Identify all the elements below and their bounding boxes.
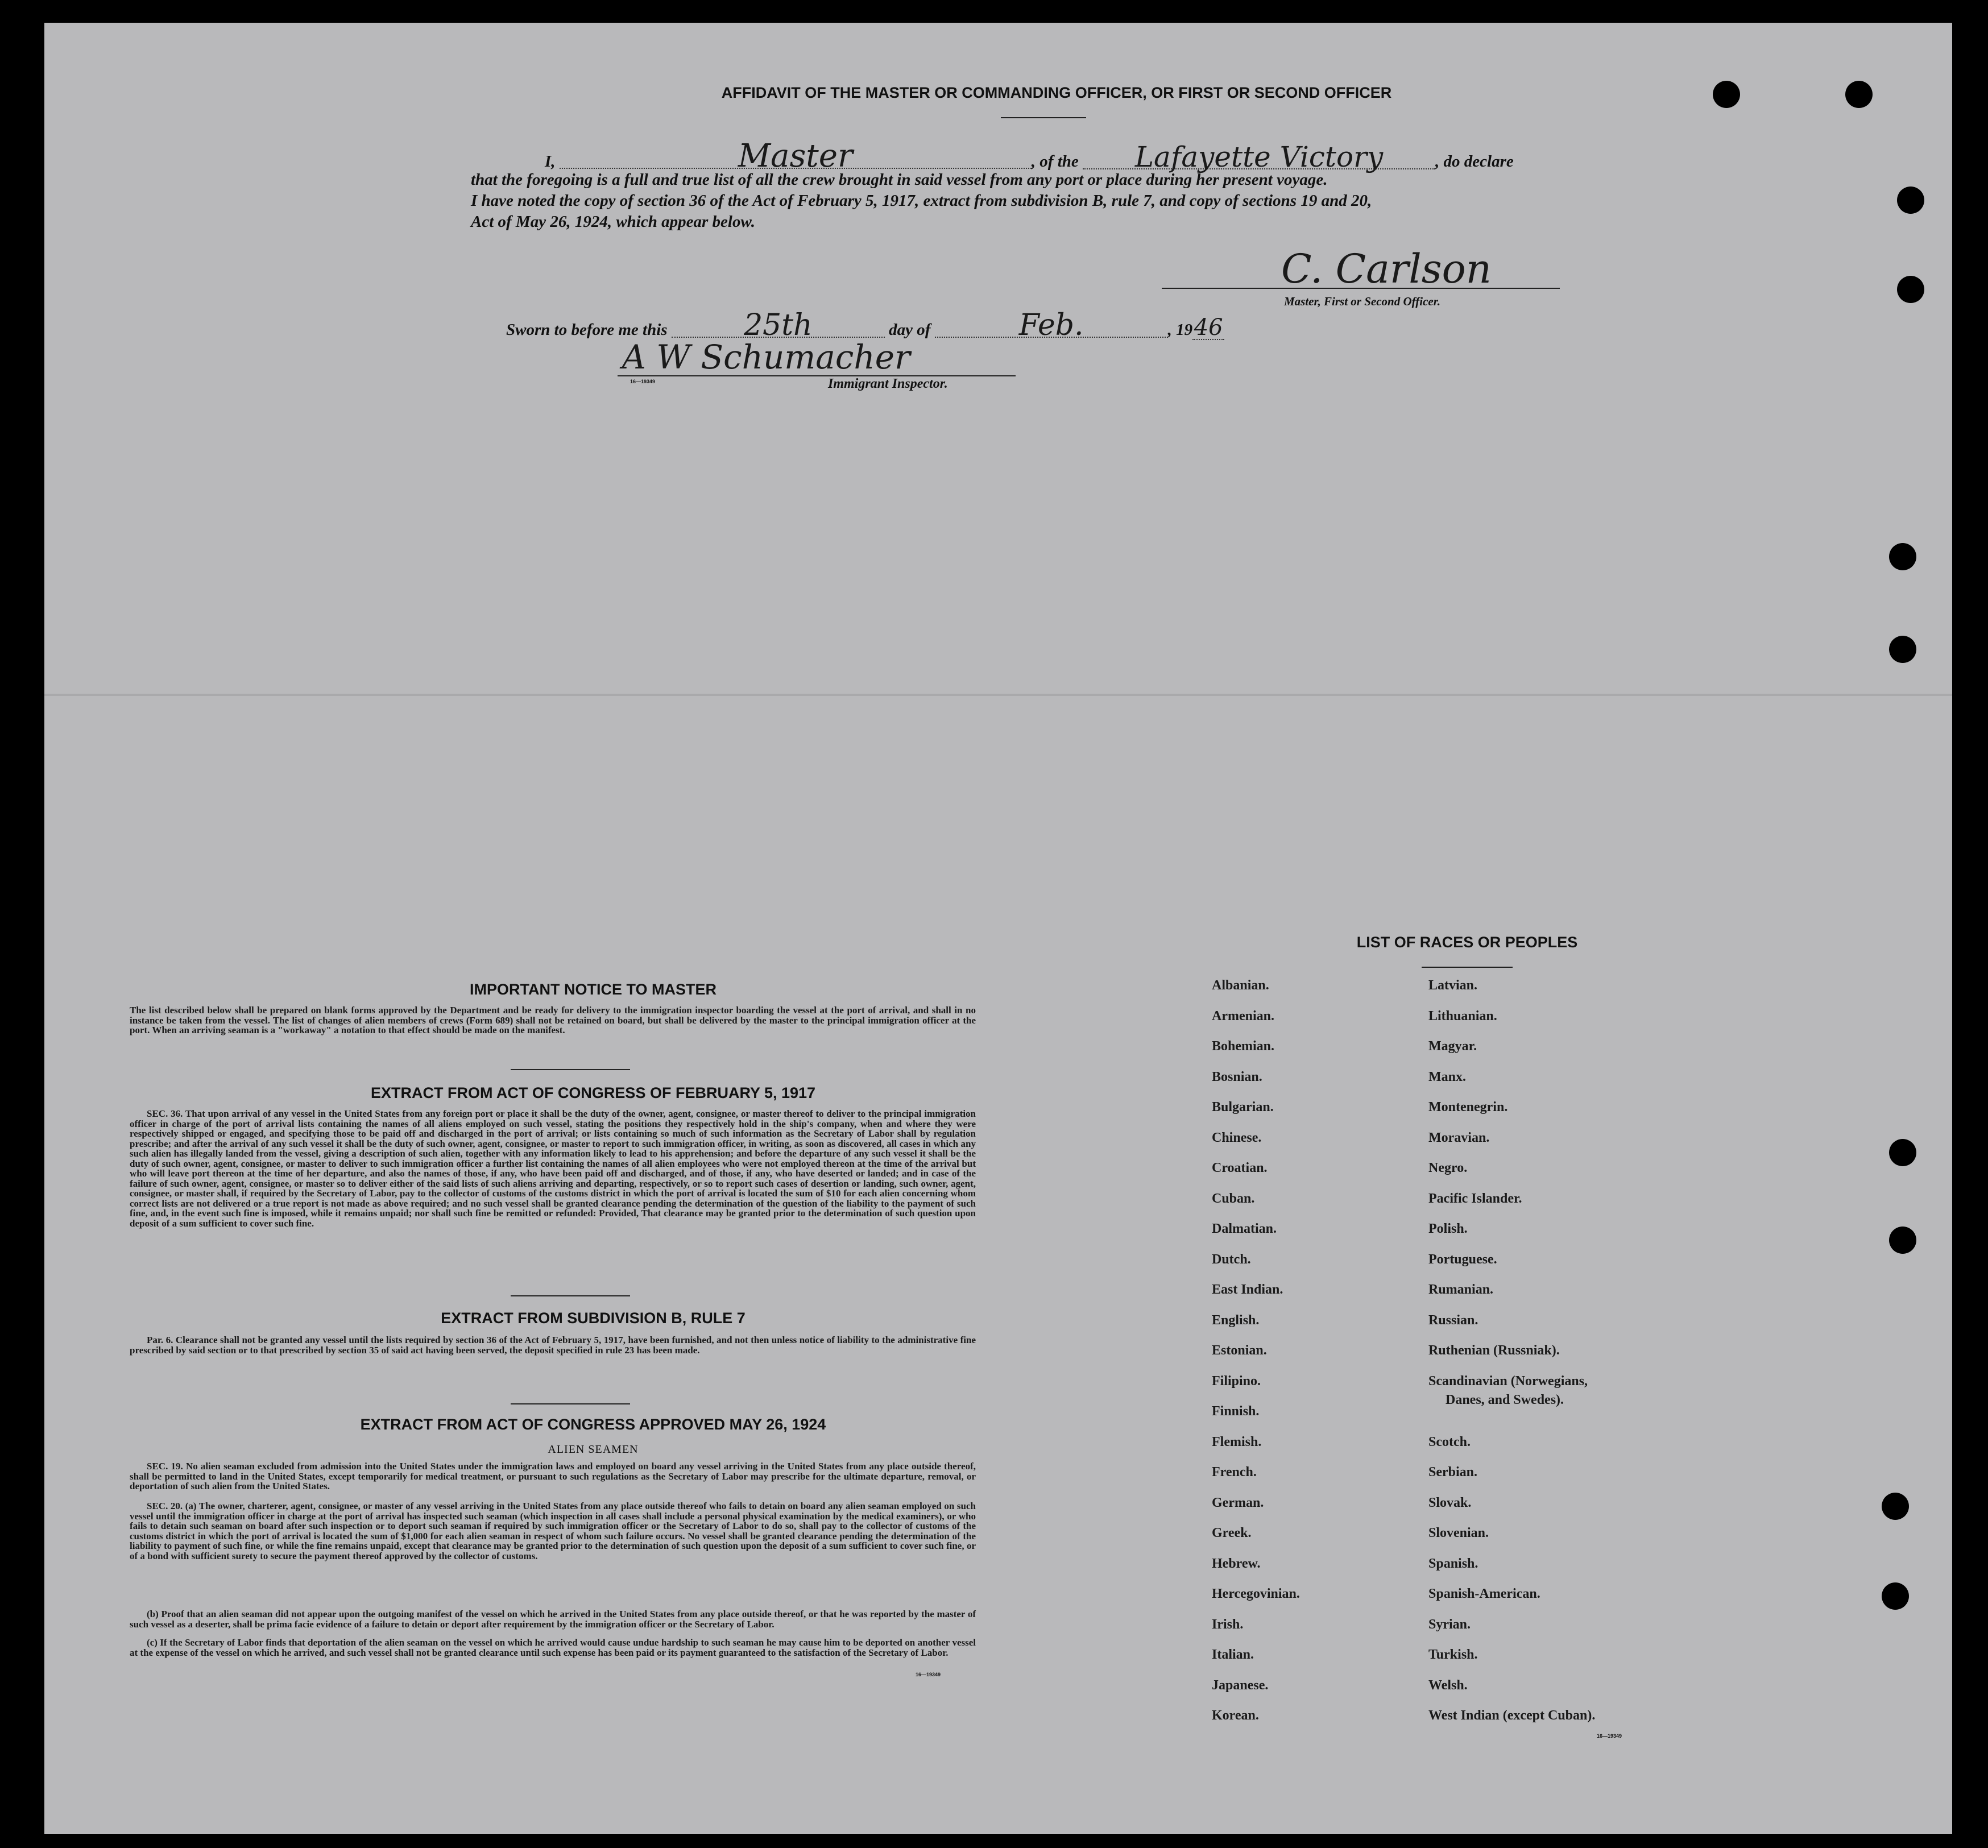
race-item: Scandinavian (Norwegians, [1428,1373,1588,1389]
race-item: Bulgarian. [1212,1100,1274,1114]
do-declare-label: , do declare [1435,152,1514,171]
race-item: Irish. [1212,1617,1244,1632]
race-item: Serbian. [1428,1465,1478,1480]
race-item: Slovenian. [1428,1526,1489,1540]
i-label: I, [545,152,556,171]
race-item: Russian. [1428,1312,1478,1328]
race-item: Portuguese. [1428,1252,1497,1267]
race-item: Lithuanian. [1428,1008,1497,1024]
punch-hole [1889,543,1916,570]
signature-line [1162,246,1560,292]
month-field: Feb. [935,314,1168,338]
of-the-label: , of the [1031,152,1079,171]
race-item: Filipino. [1212,1373,1261,1389]
punch-hole [1889,636,1916,663]
race-item: Hebrew. [1212,1556,1261,1571]
race-item: Spanish. [1428,1556,1478,1571]
race-item: Croatian. [1212,1161,1268,1175]
race-item: French. [1212,1465,1257,1480]
race-item: Polish. [1428,1221,1468,1236]
section-20b-text: (b) Proof that an alien seaman did not appear upon the outgoing manifest of the vessel on which he arrived in the United States from any place outside thereof, or that he was reported by the master of such vessel as a deserter, shall be prima facie evidence of a failure to detain or deport after requirement by the immigration officer or the Secretary of Labor. [130,1609,976,1630]
race-item: Latvian. [1428,978,1478,993]
inspector-caption: Immigrant Inspector. [828,376,948,391]
declaration-line-3: I have noted the copy of section 36 of the Act of February 5, 1917, extract from subdivision B, rule 7, and copy of sections 19 and 20, [471,192,1372,210]
section-19-text: SEC. 19. No alien seaman excluded from admission into the United States under the immigration laws and employed on board any vessel arriving in the United States from any place outside thereof, shall be permitted to land in the United States, except temporarily for medical treatment, or pursuant to such regulations as the Secretary of Labor may prescribe for the ultimate departure, removal, or deportation of such alien from the United States. [130,1461,976,1491]
extract-1924-subtitle: ALIEN SEAMEN [548,1443,639,1456]
vessel-field: Lafayette Victory [1083,146,1435,169]
race-item: West Indian (except Cuban). [1428,1708,1596,1723]
year-prefix: , 19 [1167,321,1193,339]
affidavit-title: AFFIDAVIT OF THE MASTER OR COMMANDING OFFICER, OR FIRST OR SECOND OFFICER [721,84,1392,101]
race-item: Magyar. [1428,1039,1477,1054]
notice-body: The list described below shall be prepared on blank forms approved by the Department and be ready for delivery to the immigration inspector boarding the vessel at the port of arrival, and shall in no instance be taken from the vessel. The list of changes of alien members of crews (Form 689) shall not be retained on board, but shall be delivered by the master to the principal immigration officer at the port. When an arriving seaman is a "workaway" a notation to that effect should be made on the manifest. [130,1005,976,1035]
race-item: Albanian. [1212,978,1269,993]
race-item: Hercegovinian. [1212,1586,1300,1601]
declaration-line-2: that the foregoing is a full and true list of all the crew brought in said vessel from any port or place during her present voyage. [471,171,1328,189]
extract-form-number: 16—19349 [916,1672,941,1677]
affidavit-form-number: 16—19349 [630,379,656,384]
race-item: Japanese. [1212,1677,1269,1693]
race-item: Italian. [1212,1647,1254,1662]
inspector-signature: A W Schumacher [622,338,910,376]
day-field: 25th [672,314,885,338]
races-column-1 [1212,978,1439,1774]
race-item: Greek. [1212,1526,1252,1540]
punch-hole [1897,187,1924,214]
race-item: Ruthenian (Russniak). [1428,1343,1560,1358]
race-item: Turkish. [1428,1647,1478,1662]
day-of-label: day of [889,321,931,339]
race-item: Danes, and Swedes). [1446,1393,1564,1407]
race-item: East Indian. [1212,1282,1283,1297]
races-column-2 [1428,978,1770,1774]
title-rule [1001,117,1086,118]
race-item: Estonian. [1212,1343,1267,1358]
punch-hole [1882,1493,1909,1520]
master-signature: C. Carlson [1281,246,1492,292]
extract-1917-title: EXTRACT FROM ACT OF CONGRESS OF FEBRUARY 5, 1917 [370,1084,816,1101]
race-item: German. [1212,1495,1264,1510]
race-item: Negro. [1428,1161,1468,1175]
race-item: Armenian. [1212,1008,1274,1024]
race-item: Cuban. [1212,1191,1255,1206]
races-title: LIST OF RACES OR PEOPLES [1356,934,1578,951]
signature-caption: Master, First or Second Officer. [1284,295,1440,308]
race-item: Rumanian. [1428,1282,1494,1297]
subdivision-b-rule [511,1403,630,1404]
punch-hole [1897,276,1924,303]
extract-1917-body: SEC. 36. That upon arrival of any vessel in the United States from any foreign port or place it shall be the duty of the owner, agent, consignee, or master thereof to deliver to the principal immigration officer in charge of the port of arrival lists containing the names of all aliens employed on such vessel, stating the positions they respectively hold in the ship's company, when and where they were respectively shipped or engaged, and specifying those to be paid off and discharged in the port of arrival; or lists containing so much of such information as the Secretary of Labor shall by regulation prescribe; and after the arrival of any such vessel it shall be the duty of such owner, agent, consignee, or master to report to such immigration officer, in writing, as soon as discovered, all cases in which any such alien has illegally landed from the vessel, giving a description of such alien, together with any information likely to lead to his apprehension; and before the departure of any such vessel it shall be the duty of such owner, agent, consignee, or master to deliver to such immigration officer a further list containing the names of all alien employees who were not employed thereon at the time of the arrival but who will leave port thereon at the time of her departure, and also the names of those, if any, who have been paid off and discharged, and of those, if any, who have deserted or landed; and in case of the failure of such owner, agent, consignee, or master so to deliver either of the said lists of such aliens arriving and departing, respectively, or so to report such cases of desertion or landing, such owner, agent, consignee, or master shall, if required by the Secretary of Labor, pay to the collector of customs of the customs district in which the port of arrival is located the sum of $10 for each alien concerning whom correct lists are not delivered or a true report is not made as above required; and no such vessel shall be granted clearance pending the determination of the question of the liability to the payment of such fine, and, in the event such fine is imposed, while it remains unpaid; nor shall such fine be remitted or refunded: Provided, That clearance may be granted prior to the determination of such question upon deposit of a sum sufficient to cover such fine. [130,1108,976,1229]
race-item: Spanish-American. [1428,1586,1540,1601]
extract-1924-title: EXTRACT FROM ACT OF CONGRESS APPROVED MAY 26, 1924 [360,1416,826,1433]
race-item: Dutch. [1212,1252,1251,1267]
race-item: Pacific Islander. [1428,1191,1522,1206]
race-item: Dalmatian. [1212,1221,1277,1236]
race-item: Syrian. [1428,1617,1471,1632]
document-page [44,23,1952,1834]
name-field: Master [560,145,1032,169]
punch-hole [1889,1227,1916,1254]
declaration-line-4: Act of May 26, 1924, which appear below. [471,213,755,231]
race-item: Slovak. [1428,1495,1472,1510]
declaration-line-1 [545,138,1514,175]
subdivision-b-title: EXTRACT FROM SUBDIVISION B, RULE 7 [441,1310,746,1327]
punch-hole [1713,81,1740,108]
sworn-line [506,308,1224,342]
notice-rule [511,1069,630,1070]
race-item: Finnish. [1212,1404,1260,1419]
punch-hole [1845,81,1873,108]
race-item: Manx. [1428,1069,1466,1084]
race-item: Bohemian. [1212,1039,1275,1054]
inspector-line [618,338,1016,376]
race-item: Welsh. [1428,1677,1468,1693]
section-20c-text: (c) If the Secretary of Labor finds that deportation of the alien seaman on the vessel on which he arrived would cause undue hardship to such seaman he may cause him to be deported on another vessel at the expense of the vessel on which he arrived, and such vessel shall not be granted clearance until such expense has been paid or its payment guaranteed to the satisfaction of the Secretary of Labor. [130,1637,976,1658]
race-item: English. [1212,1312,1260,1328]
fold-line [44,694,1952,696]
race-item: Scotch. [1428,1434,1471,1449]
race-item: Montenegrin. [1428,1100,1508,1114]
race-item: Moravian. [1428,1130,1490,1145]
race-item: Chinese. [1212,1130,1262,1145]
sworn-label: Sworn to before me this [506,321,668,339]
notice-title: IMPORTANT NOTICE TO MASTER [470,981,716,998]
race-item: Flemish. [1212,1434,1262,1449]
extract-1917-rule [511,1295,630,1296]
year-field: 46 [1192,316,1224,340]
race-item: Korean. [1212,1708,1259,1723]
section-20a-text: SEC. 20. (a) The owner, charterer, agent, consignee, or master of any vessel arriving in the United States from any place outside thereof who fails to detain on board any alien seaman employed on such vessel until the immigration officer in charge at the port of arrival has inspected such seaman (which inspection in all cases shall include a personal physical examination by the medical examiners), or who fails to detain such seaman on board after such inspection or to deport such seaman if required by such immigration officer or the Secretary of Labor to do so, shall pay to the collector of customs of the customs district in which the port of arrival is located the sum of $1,000 for each alien seaman in respect of whom such failure occurs. No vessel shall be granted clearance pending the determination of the liability to payment of such fine, or while the fine remains unpaid, except that clearance may be granted prior to the determination of such question upon the deposit of a sum sufficient to cover such fine, or of a bond with sufficient surety to secure the payment thereof approved by the collector of customs. [130,1501,976,1561]
races-rule [1422,967,1513,968]
punch-hole [1889,1139,1916,1166]
races-form-number: 16—19349 [1597,1733,1622,1739]
punch-hole [1882,1582,1909,1610]
race-item: Bosnian. [1212,1069,1262,1084]
subdivision-b-body: Par. 6. Clearance shall not be granted any vessel until the lists required by section 36 of the Act of February 5, 1917, have been furnished, and not then unless notice of liability to the administrative fine prescribed by said section or to that prescribed by section 35 of said act having been served, the deposit specified in rule 23 has been made. [130,1335,976,1356]
